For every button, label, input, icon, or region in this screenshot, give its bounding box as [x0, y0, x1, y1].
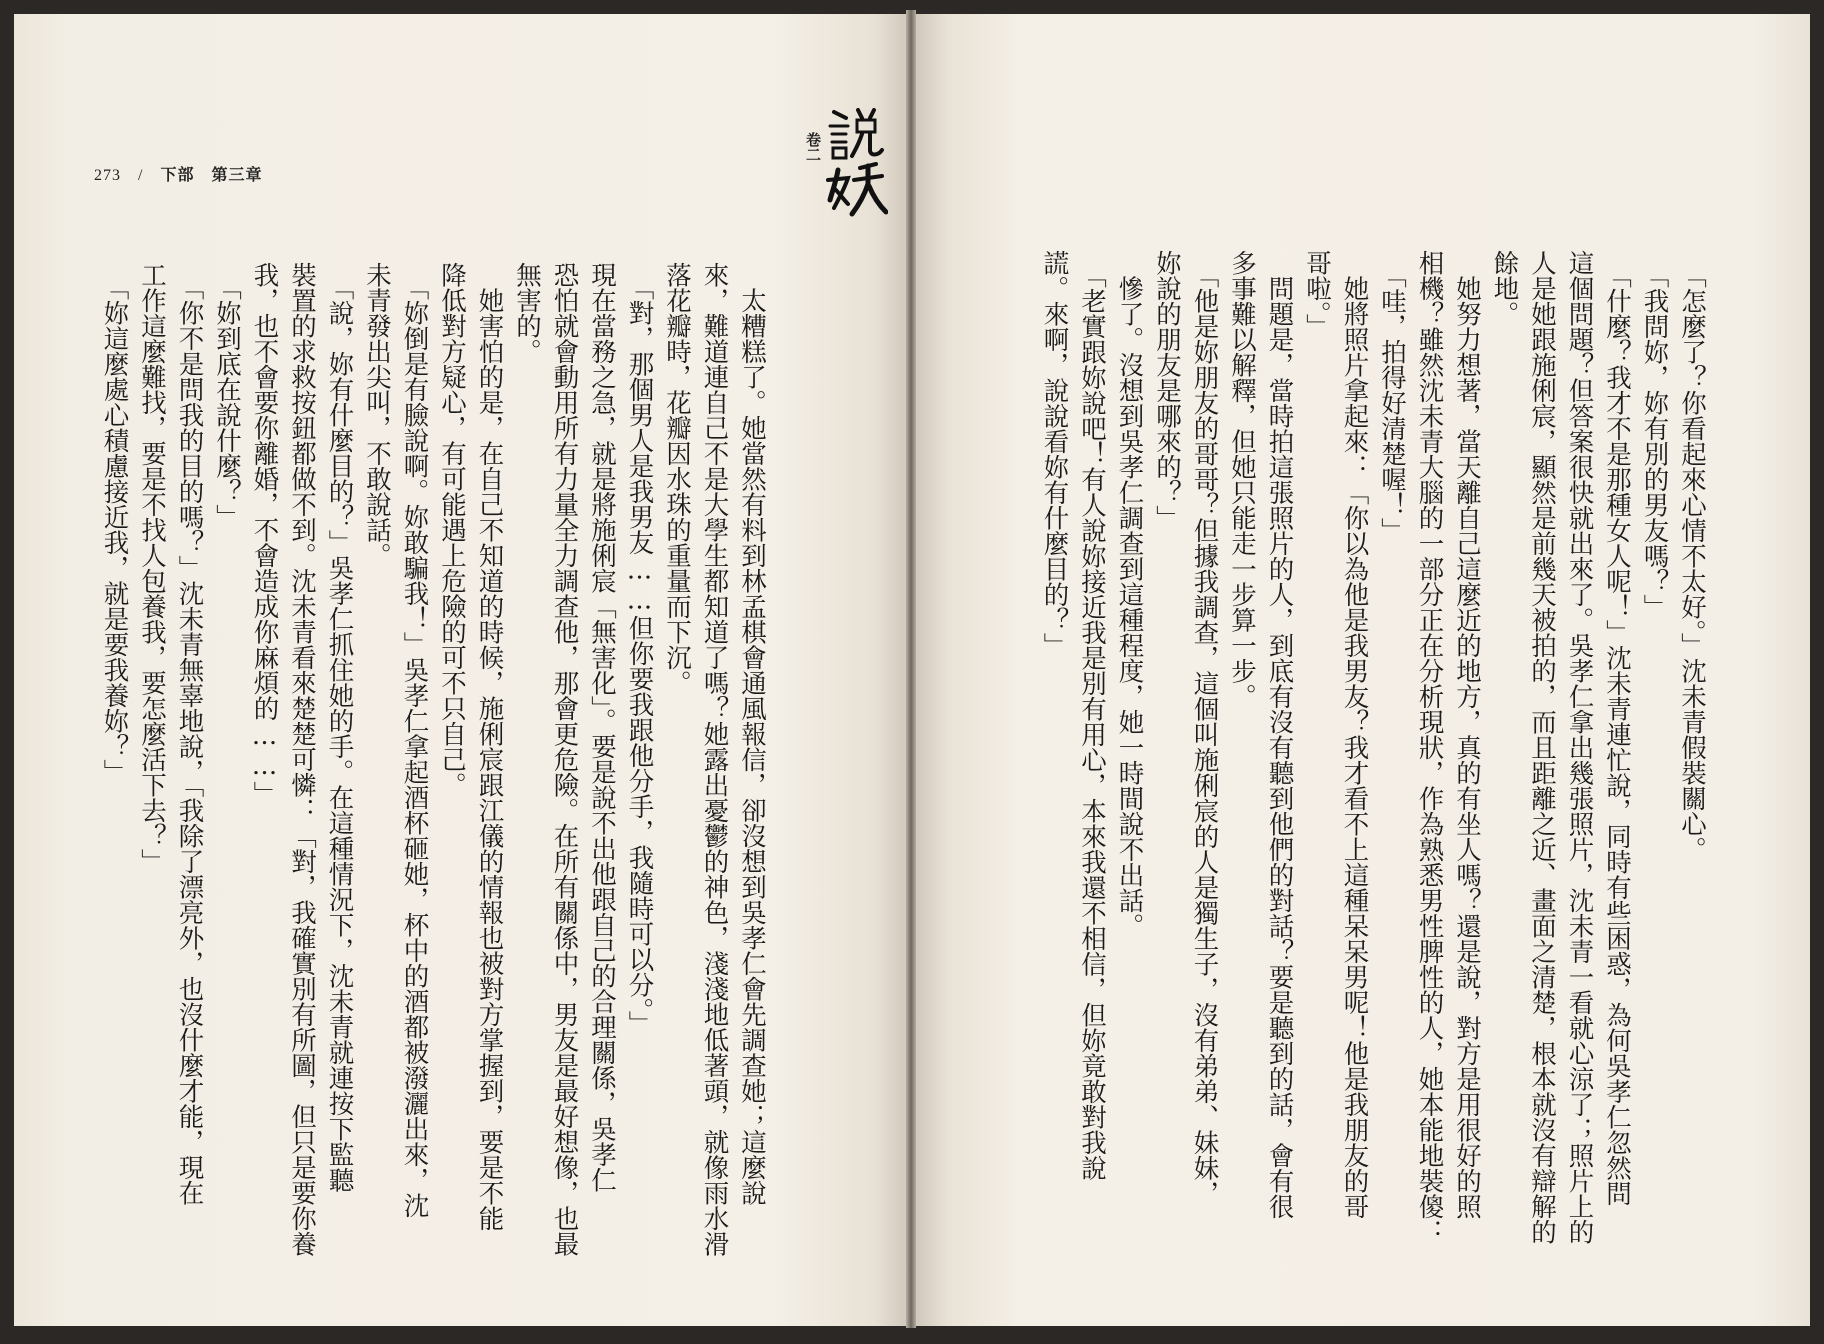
text-column: 裝置的求救按鈕都做不到。沈未青看來楚楚可憐：「對，我確實別有所圖，但只是要你養	[287, 262, 317, 1257]
text-column: 「怎麼了？你看起來心情不太好。」沈未青假裝關心。	[1677, 250, 1707, 862]
text-column: 工作這麼難找，要是不找人包養我，要怎麼活下去？」	[137, 262, 167, 874]
text-column: 「妳到底在說什麼？」	[212, 262, 242, 530]
running-head-separator: /	[138, 167, 144, 184]
text-column: 「對，那個男人是我男友……但你要我跟他分手，我隨時可以分。」	[624, 262, 655, 1036]
text-column: 太糟糕了。她當然有料到林孟棋會通風報信，卻沒想到吳孝仁會先調查她；這麼說	[737, 262, 767, 1206]
volume-label: 卷二	[804, 132, 822, 162]
text-column: 未青發出尖叫，不敢說話。	[362, 262, 392, 568]
text-column: 妳說的朋友是哪來的？」	[1152, 250, 1182, 531]
chapter-title: 第三章	[211, 167, 263, 184]
text-column: 「什麼？我才不是那種女人呢！」沈未青連忙說，同時有些困惑，為何吳孝仁忽然問	[1602, 250, 1632, 1207]
page-number: 273	[94, 167, 121, 184]
text-column: 「哇，拍得好清楚喔！」	[1377, 250, 1407, 544]
text-column: 她將照片拿起來：「你以為他是我男友？我才看不上這種呆呆男呢！他是我朋友的哥	[1339, 250, 1370, 1219]
text-column: 「我問妳，妳有別的男友嗎？」	[1639, 250, 1670, 620]
text-column: 「老實跟妳說吧！有人說妳接近我是別有用心，本來我還不相信，但妳竟敢對我說	[1077, 250, 1107, 1181]
text-column: 謊。來啊，說說看妳有什麼目的？」	[1039, 250, 1070, 658]
book-gutter	[906, 10, 916, 1328]
text-column: 降低對方疑心，有可能遇上危險的可不只自己。	[437, 262, 467, 798]
right-page	[912, 14, 1810, 1326]
book-seal-logo	[824, 104, 888, 222]
text-column: 來，難道連自己不是大學生都知道了嗎？她露出憂鬱的神色，淺淺地低著頭，就像雨水滑	[699, 262, 730, 1257]
text-column: 恐怕就會動用所有力量全力調查他，那會更危險。在所有關係中，男友是最好想像，也最	[549, 262, 580, 1257]
text-column: 「妳這麼處心積慮接近我，就是要我養妳？」	[99, 262, 130, 785]
left-page	[14, 14, 910, 1326]
text-column: 我，也不會要你離婚，不會造成你麻煩的……」	[249, 262, 280, 807]
text-column: 人是她跟施俐宸，顯然是前幾天被拍的，而且距離之近、畫面之清楚，根本就沒有辯解的	[1527, 250, 1557, 1245]
text-column: 慘了。沒想到吳孝仁調查到這種程度，她一時間說不出話。	[1114, 250, 1145, 939]
left-page-body-text	[14, 14, 910, 1326]
text-column: 「你不是問我的目的嗎？」沈未青無辜地說，「我除了漂亮外，也沒什麼才能，現在	[174, 262, 205, 1206]
text-column: 這個問題？但答案很快就出來了。吳孝仁拿出幾張照片，沈未青一看就心涼了；照片上的	[1564, 250, 1595, 1245]
running-head	[94, 162, 274, 186]
text-column: 餘地。	[1489, 250, 1520, 327]
right-page-body-text	[912, 14, 1810, 1326]
text-column: 「說，妳有什麼目的？」吳孝仁抓住她的手。在這種情況下，沈未青就連按下監聽	[324, 262, 355, 1193]
text-column: 相機？雖然沈未青大腦的一部分正在分析現狀，作為熟悉男性脾性的人，她本能地裝傻：	[1414, 250, 1445, 1245]
text-column: 問題是，當時拍這張照片的人，到底有沒有聽到他們的對話？要是聽到的話，會有很	[1264, 250, 1295, 1219]
text-column: 「他是妳朋友的哥哥？但據我調查，這個叫施俐宸的人是獨生子，沒有弟弟、妹妹，	[1189, 250, 1220, 1207]
text-column: 她害怕的是，在自己不知道的時候，施俐宸跟江儀的情報也被對方掌握到，要是不能	[474, 262, 505, 1231]
part-title: 下部	[160, 167, 195, 184]
text-column: 無害的。	[512, 262, 542, 364]
text-column: 落花瓣時，花瓣因水珠的重量而下沉。	[662, 262, 692, 696]
text-column: 「妳倒是有臉說啊。妳敢騙我！」吳孝仁拿起酒杯砸她，杯中的酒都被潑灑出來，沈	[399, 262, 430, 1219]
text-column: 現在當務之急，就是將施俐宸「無害化」。要是說不出他跟自己的合理關係，吳孝仁	[587, 262, 617, 1193]
text-column: 多事難以解釋，但她只能走一步算一步。	[1227, 250, 1257, 709]
text-column: 哥啦。」	[1302, 250, 1332, 340]
text-column: 她努力想著，當天離自己這麼近的地方，真的有坐人嗎？還是說，對方是用很好的照	[1452, 250, 1482, 1219]
